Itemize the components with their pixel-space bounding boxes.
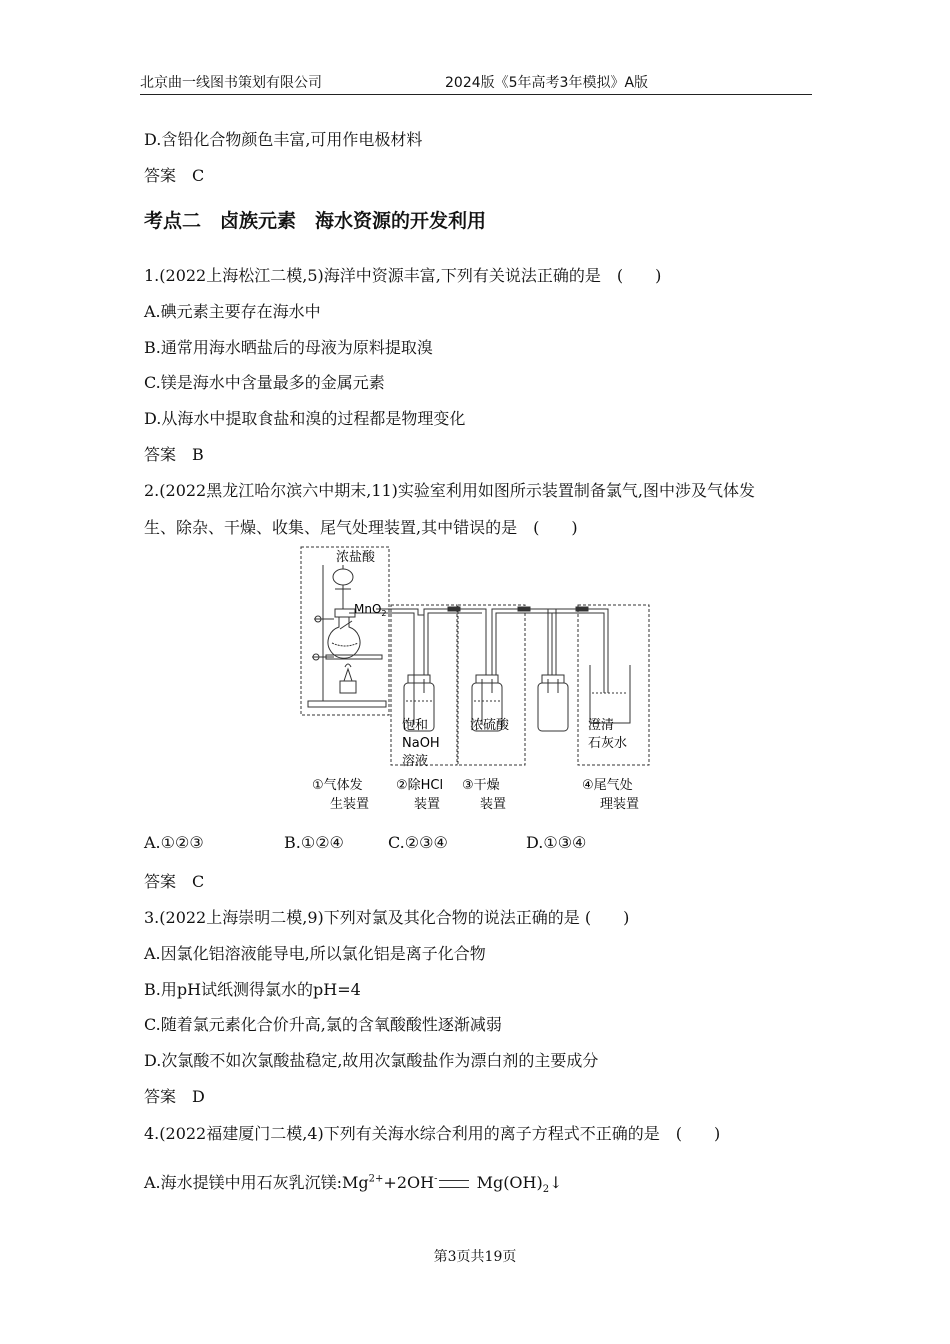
q3-answer: 答案 D <box>144 1087 205 1106</box>
label-beaker-line1: 澄清 <box>588 718 615 733</box>
caption-4-line1: ④尾气处 <box>582 778 633 793</box>
q4-product: Mg(OH) <box>476 1173 543 1192</box>
caption-1-line1: ①气体发 <box>312 778 363 793</box>
q2-option-a: A.①②③ <box>144 833 204 852</box>
q4-option-a-prefix: A.海水提镁中用石灰乳沉镁:Mg <box>144 1173 369 1192</box>
caption-3-line2: 装置 <box>480 797 507 812</box>
publisher-name: 北京曲一线图书策划有限公司 <box>140 75 322 91</box>
q4-charge-mg: 2+ <box>368 1173 384 1185</box>
label-mno2: MnO$_2$ <box>354 602 387 618</box>
q1-option-b: B.通常用海水晒盐后的母液为原料提取溴 <box>144 338 433 357</box>
beaker-limewater <box>590 665 630 723</box>
label-bottle1-line1: 饱和 <box>402 718 429 733</box>
label-beaker-line2: 石灰水 <box>588 736 628 751</box>
dropping-funnel <box>333 569 353 585</box>
label-bottle1-line2: NaOH <box>402 736 440 751</box>
q4-hydroxide: +2OH <box>383 1173 435 1192</box>
precipitate-arrow: ↓ <box>549 1173 563 1192</box>
q3-option-d: D.次氯酸不如次氯酸盐稳定,故用次氯酸盐作为漂白剂的主要成分 <box>144 1051 599 1070</box>
book-title: 2024版《5年高考3年模拟》A版 <box>445 75 649 91</box>
q3-option-c: C.随着氯元素化合价升高,氯的含氧酸酸性逐渐减弱 <box>144 1015 502 1034</box>
label-bottle1-line3: 溶液 <box>402 754 429 769</box>
q3-option-b: B.用pH试纸测得氯水的pH=4 <box>144 980 361 999</box>
q4-option-a <box>144 1170 563 1195</box>
caption-4-line2: 理装置 <box>600 797 640 812</box>
box-generator <box>301 547 389 715</box>
prev-option-d: D.含铅化合物颜色丰富,可用作电极材料 <box>144 130 423 149</box>
q1-option-a: A.碘元素主要存在海水中 <box>144 302 321 321</box>
q4-charge-oh: - <box>434 1173 438 1185</box>
q1-answer: 答案 B <box>144 445 204 464</box>
q1-option-d: D.从海水中提取食盐和溴的过程都是物理变化 <box>144 409 466 428</box>
page-number: 第3页共19页 <box>433 1249 517 1265</box>
section-title: 考点二 卤族元素 海水资源的开发利用 <box>144 210 487 232</box>
q3-option-a: A.因氯化铝溶液能导电,所以氯化铝是离子化合物 <box>144 944 486 963</box>
q4-subscript: 2 <box>542 1184 550 1196</box>
q1-stem: 1.(2022上海松江二模,5)海洋中资源丰富,下列有关说法正确的是 ( ) <box>144 266 662 285</box>
q2-option-d: D.①③④ <box>526 833 587 852</box>
prev-answer: 答案 C <box>144 166 205 185</box>
chlorine-apparatus-figure <box>290 543 660 818</box>
q2-answer: 答案 C <box>144 872 205 891</box>
q4-stem: 4.(2022福建厦门二模,4)下列有关海水综合利用的离子方程式不正确的是 ( ) <box>144 1124 721 1143</box>
alcohol-lamp <box>340 669 356 693</box>
page-header <box>140 72 812 95</box>
label-conc-hcl: 浓盐酸 <box>336 550 376 565</box>
caption-2-line2: 装置 <box>414 797 441 812</box>
equals-sign <box>439 1180 469 1188</box>
q2-stem-line1: 2.(2022黑龙江哈尔滨六中期末,11)实验室利用如图所示装置制备氯气,图中涉及气体发 <box>144 481 756 500</box>
caption-1-line2: 生装置 <box>330 797 370 812</box>
q2-stem-line2: 生、除杂、干燥、收集、尾气处理装置,其中错误的是 ( ) <box>144 518 578 537</box>
q1-option-c: C.镁是海水中含量最多的金属元素 <box>144 373 385 392</box>
caption-2-line1: ②除HCl <box>396 778 444 793</box>
q2-option-c: C.②③④ <box>388 833 448 852</box>
q2-option-b: B.①②④ <box>284 833 344 852</box>
label-bottle2: 浓硫酸 <box>470 718 510 733</box>
bottle-collector <box>538 683 568 731</box>
q3-stem: 3.(2022上海崇明二模,9)下列对氯及其化合物的说法正确的是 ( ) <box>144 908 630 927</box>
caption-3-line1: ③干燥 <box>462 778 500 793</box>
